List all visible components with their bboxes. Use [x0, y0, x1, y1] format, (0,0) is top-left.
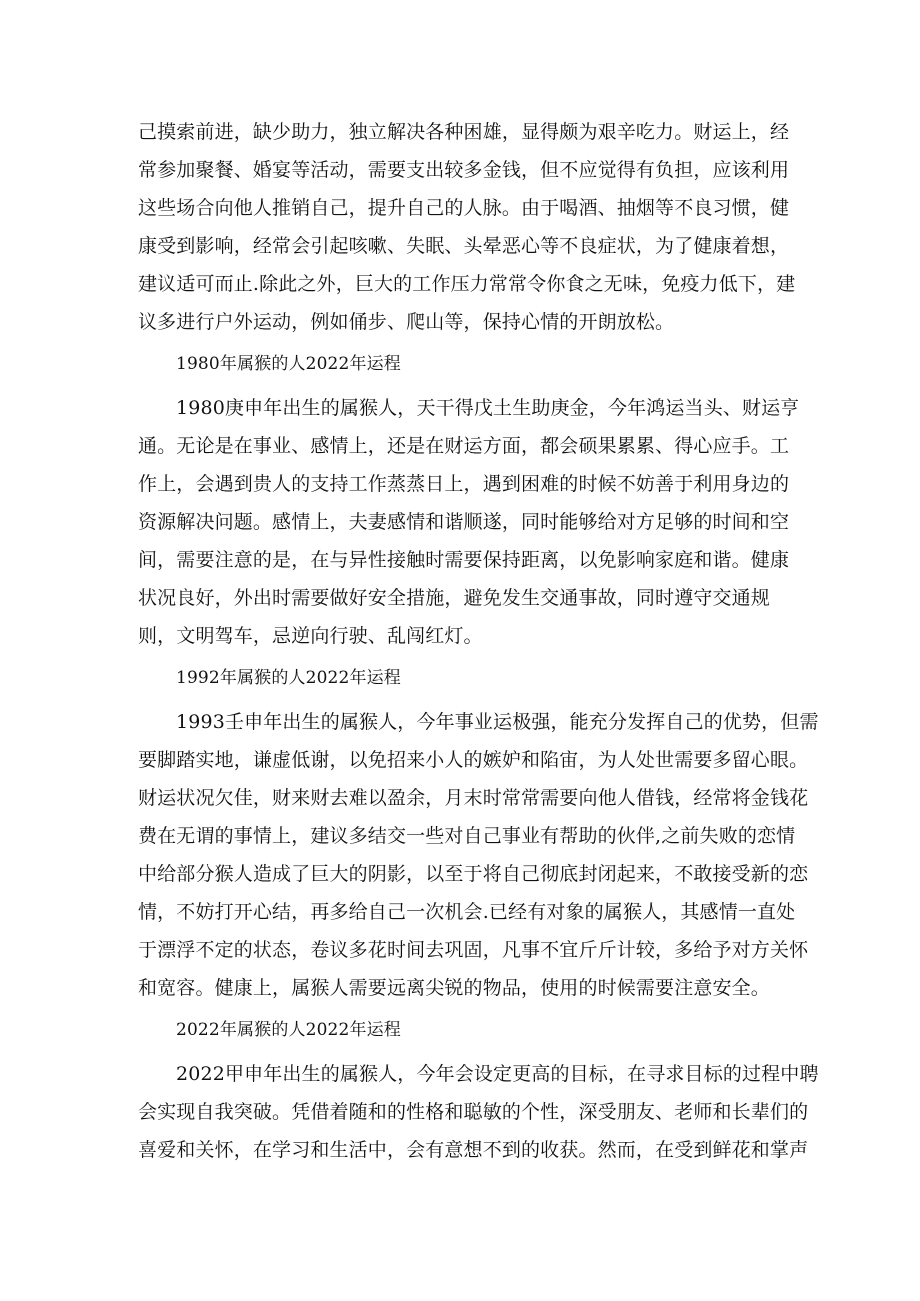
paragraph-line: 1980庚申年出生的属猴人，天干得戊土生助庚金，今年鸿运当头、财运亨: [176, 397, 800, 419]
paragraph-line: 中给部分猴人造成了巨大的阴影，以至于将自己彻底封闭起来，不敢接受新的恋: [138, 863, 809, 885]
section-paragraph-2022: [138, 1055, 819, 1169]
paragraph-line: 财运状况欠佳，财来财去难以盈余，月末时常常需要向他人借钱，经常将金钱花: [138, 787, 809, 809]
section-heading-2022: 2022年属猴的人2022年运程: [176, 1020, 401, 1040]
paragraph-line: 要脚踏实地，谦虚低谢，以免招来小人的嫉妒和陷宙，为人处世需要多留心眼。: [138, 749, 809, 771]
section-heading-1980: 1980年属猴的人2022年运程: [176, 354, 401, 374]
paragraph-line: 喜爱和关怀，在学习和生活中，会有意想不到的收获。然而，在受到鲜花和掌声: [138, 1139, 809, 1161]
paragraph-line: 通。无论是在事业、感情上，还是在财运方面，都会硕果累累、得心应手。工: [138, 435, 790, 457]
paragraph-line: 议多进行户外运动，例如俑步、爬山等，保持心情的开朗放松。: [138, 311, 675, 333]
paragraph-line: 状况良好，外出时需要做好安全措施，避免发生交通事故，同时遵守交通规: [138, 587, 770, 609]
paragraph-line: 和宽容。健康上，属猴人需要远离尖锐的物品，使用的时候需要注意安全。: [138, 977, 770, 999]
section-paragraph-1992: [138, 703, 819, 1007]
paragraph-line: 费在无谓的事情上，建议多结交一些对自己事业有帮助的伙伴,之前失败的恋情: [138, 825, 796, 847]
intro-paragraph: [138, 113, 796, 341]
paragraph-line: 2022甲申年出生的属猴人，今年会设定更高的目标，在寻求目标的过程中聘: [176, 1063, 819, 1085]
paragraph-line: 于漂浮不定的状态，卷议多花时间去巩固，凡事不宜斤斤计较，多给予对方关怀: [138, 939, 809, 961]
paragraph-line: 这些场合向他人推销自己，提升自己的人脉。由于喝酒、抽烟等不良习惯，健: [138, 197, 790, 219]
paragraph-line: 会实现自我突破。凭借着随和的性格和聪敏的个性，深受朋友、老师和长辈们的: [138, 1101, 809, 1123]
paragraph-line: 康受到影响，经常会引起咳嗽、失眠、头晕恶心等不良症状，为了健康着想，: [138, 235, 790, 257]
paragraph-line: 己摸索前进，缺少助力，独立解决各种困雄，显得颇为艰辛吃力。财运上，经: [138, 121, 790, 143]
paragraph-line: 常参加聚餐、婚宴等活动，需要支出较多金钱，但不应觉得有负担，应该利用: [138, 159, 790, 181]
section-paragraph-1980: [138, 389, 800, 655]
paragraph-line: 间，需要注意的是，在与异性接触时需要保持距离，以免影响家庭和谐。健康: [138, 549, 790, 571]
paragraph-line: 1993壬申年出生的属猴人，今年事业运极强，能充分发挥自己的优势，但需: [176, 711, 819, 733]
paragraph-line: 建议适可而止.除此之外，巨大的工作压力常常令你食之无味，免疫力低下，建: [138, 273, 796, 295]
article-body: [138, 113, 819, 1169]
paragraph-line: 作上，会遇到贵人的支持工作蒸蒸日上，遇到困难的时候不妨善于利用身边的: [138, 473, 790, 495]
paragraph-line: 资源解决问题。感情上，夫妻感情和谐顺遂，同时能够给对方足够的时间和空: [138, 511, 790, 533]
paragraph-line: 则，文明驾车，忌逆向行驶、乱闯红灯。: [138, 625, 483, 647]
paragraph-line: 情，不妨打开心结，再多给自己一次机会.已经有对象的属猴人，其感情一直处: [138, 901, 796, 923]
section-heading-1992: 1992年属猴的人2022年运程: [176, 668, 401, 688]
